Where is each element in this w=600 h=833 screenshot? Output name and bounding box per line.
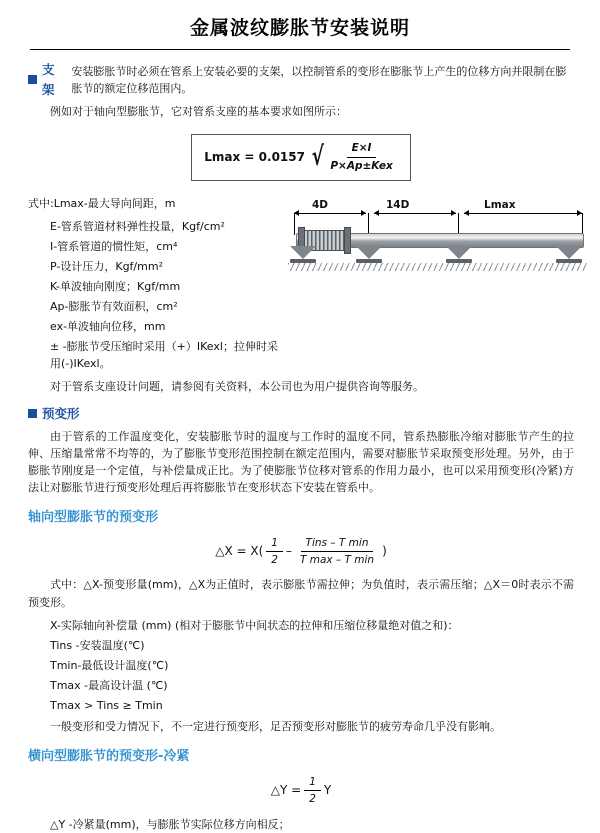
formula-axial-minus: – — [285, 544, 292, 559]
formula-axial-rhs: ) — [382, 544, 387, 559]
lateral-note: △Y -冷紧量(mm)，与膨胀节实际位移方向相反； — [50, 817, 290, 831]
dimension-line-4d — [294, 213, 366, 214]
section-heading-predeform — [28, 404, 574, 423]
list-item: Tins -安装温度(℃) — [50, 638, 145, 652]
sqrt-symbol-icon: √ E×I P×Ap±Kex — [309, 140, 398, 174]
dimension-label-lmax: Lmax — [484, 198, 516, 211]
axial-legend-intro: 式中：△X-预变形量(mm)，△X为正值时，表示膨胀节需拉伸；为负值时，表示需压缩；△X＝0时表示不需预变形。 — [28, 578, 574, 609]
subsection-heading-axial: 轴向型膨胀节的预变形 — [28, 509, 159, 525]
axial-note: 一般变形和受力情况下，不一定进行预变形，足否预变形对膨胀节的疲劳寿命几乎没有影响。 — [50, 719, 501, 733]
support-guide-2 — [446, 246, 472, 264]
support-anchor-1 — [290, 246, 316, 264]
list-item: E-管系管道材料弹性投量，Kgf/cm² — [50, 219, 225, 233]
list-item: Ap-膨胀节有效面积，cm² — [50, 300, 178, 313]
formula-lmax-numerator: E×I — [347, 140, 377, 157]
formula-axial-frac-half: 1 2 — [266, 535, 283, 569]
dimension-label-14d: 14D — [386, 198, 410, 211]
axial-legend-list — [28, 617, 574, 714]
list-item: Tmax -最高设计温 (℃) — [50, 678, 168, 692]
legend-and-diagram — [28, 195, 574, 376]
support-paragraph-1: 安装膨胀节时必须在管系上安装必要的支架，以控制管系的变形在膨胀节上产生的位移方向并限制在膨胀节的额定位移范围内。 — [71, 64, 567, 95]
formula-axial — [28, 535, 574, 569]
pipe-diagram-drawing — [288, 197, 588, 292]
formula-lmax-box — [191, 134, 410, 181]
dimension-label-4d: 4D — [312, 198, 329, 211]
legend-intro: 式中:Lmax-最大导向间距，m — [28, 196, 176, 210]
list-item: K-单波轴向刚度；Kgf/mm — [50, 279, 181, 293]
formula-lmax-denominator: P×Ap±Kex — [330, 159, 393, 172]
page-title: 金属波纹膨胀节安装说明 — [189, 17, 410, 39]
dimension-tick — [582, 213, 583, 235]
list-item: X-实际轴向补偿量 (mm) (相对于膨胀节中间状态的拉伸和压缩位移量绝对值之和)： — [50, 618, 459, 632]
document-page — [0, 14, 600, 831]
title-divider — [30, 49, 570, 50]
support-diagram — [288, 195, 588, 313]
predeform-paragraph: 由于管系的工作温度变化，安装膨胀节时的温度与工作时的温度不同，管系热膨胀冷缩对膨胀节产生的拉伸、压缩量常常不均等的，为了膨胀节变形范围控制在额定范围内，需要对膨胀节采取预变形处理。另外，由于膨胀节刚度是一个定值，与补偿量成正比。为了使膨胀节位移对管系的作用力最小，也可以采用预变形(冷紧)方法让对膨胀节进行预变形处理后再将膨胀节在变形状态下安装在管系中。 — [28, 429, 574, 494]
list-item: ex-单波轴向位移，mm — [50, 320, 166, 334]
blue-square-icon — [28, 409, 37, 418]
dimension-tick — [294, 213, 295, 235]
list-item: Tmin-最低设计温度(℃) — [50, 658, 169, 672]
section-heading-predeform-label: 预变形 — [42, 406, 80, 422]
formula-axial-lhs: △X = X( — [215, 544, 264, 559]
list-item: ± -膨胀节受压缩时采用（+）IKexl；拉伸时采用(-)IKexl。 — [50, 340, 278, 371]
list-item: Tmax > Tins ≥ Tmin — [50, 698, 163, 712]
formula-lateral — [28, 774, 574, 808]
formula-lmax-lhs: Lmax = 0.0157 — [204, 149, 305, 164]
formula-lateral-frac: $\frac{1}{2}$ — [304, 774, 321, 808]
ground-hatching — [288, 263, 588, 271]
dimension-tick — [458, 213, 459, 235]
legend-list — [28, 218, 278, 372]
blue-square-icon — [28, 75, 37, 84]
flange-right — [344, 227, 351, 254]
formula-lmax — [204, 140, 397, 174]
support-anchor-2 — [556, 246, 582, 264]
legend-block — [28, 195, 278, 376]
support-guide-1 — [356, 246, 382, 264]
support-paragraph-2: 例如对于轴向型膨胀节，它对管系支座的基本要求如图所示： — [50, 105, 347, 119]
section-heading-support-label: 支架 — [42, 62, 55, 97]
formula-lmax-wrapper — [28, 126, 574, 191]
formula-lateral-lhs: △Y = — [270, 783, 302, 798]
section-heading-support — [28, 60, 574, 99]
support-closing-paragraph: 对于管系支座设计问题，请参阅有关资料，本公司也为用户提供咨询等服务。 — [50, 380, 424, 394]
dimension-line-lmax — [464, 213, 582, 214]
formula-lateral-rhs: Y — [323, 783, 332, 798]
dimension-line-14d — [374, 213, 456, 214]
document-body — [0, 60, 600, 832]
dimension-tick — [368, 213, 369, 235]
list-item: I-管系管道的惯性矩，cm⁴ — [50, 239, 178, 253]
list-item: P-设计压力，Kgf/mm² — [50, 259, 163, 273]
formula-axial-frac-temp: Tins – T min T max – T min — [299, 536, 375, 567]
subsection-heading-lateral: 横向型膨胀节的预变形-冷紧 — [28, 748, 190, 764]
